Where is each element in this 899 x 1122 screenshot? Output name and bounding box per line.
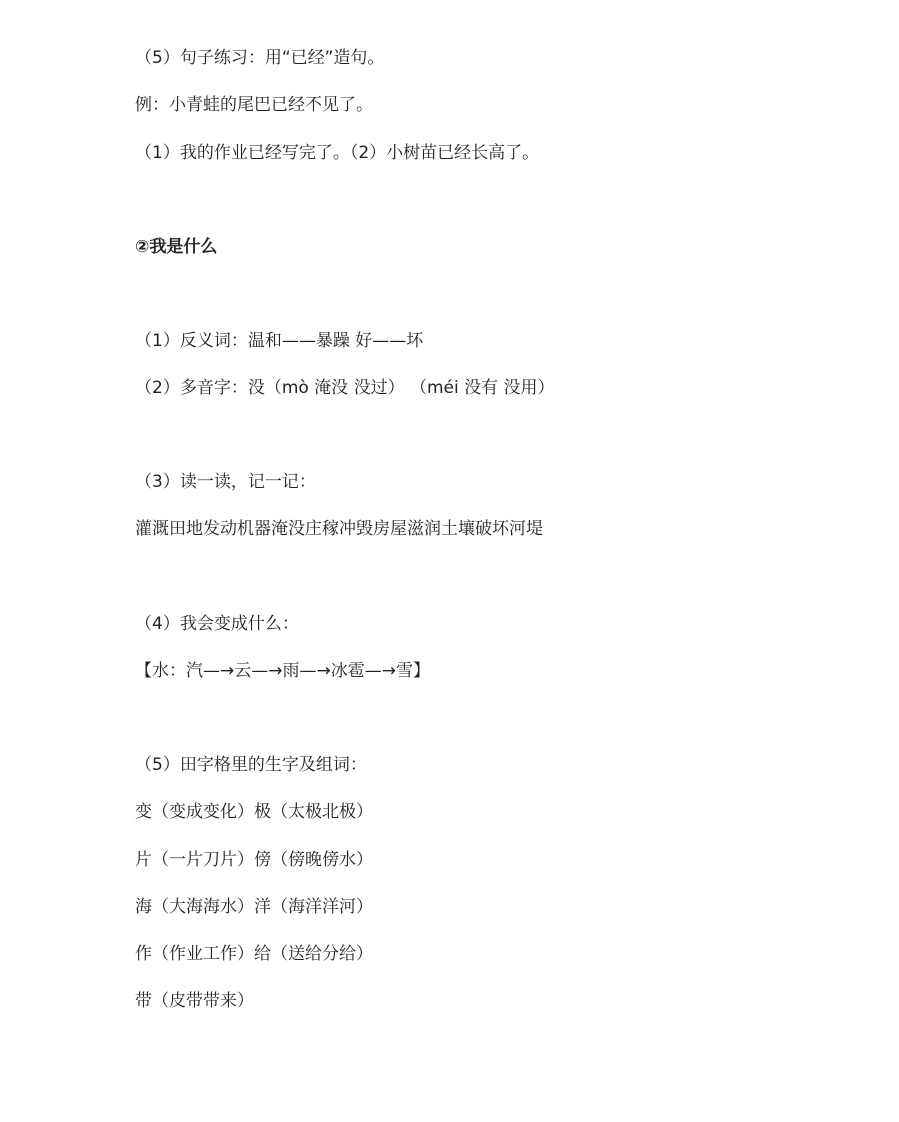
water-cycle-line: 【水：汽—→云—→雨—→冰雹—→雪】 xyxy=(135,661,430,681)
word-group-row: 变（变成变化）极（太极北极） xyxy=(135,802,373,822)
what-become-title: （4）我会变成什么： xyxy=(135,614,299,634)
polyphonic-line: （2）多音字：没（mò 淹没 没过） （méi 没有 没用） xyxy=(135,378,555,398)
new-characters-title: （5）田字格里的生字及组词： xyxy=(135,755,367,775)
word-group-row: 作（作业工作）给（送给分给） xyxy=(135,944,373,964)
example-sentence: 例：小青蛙的尾巴已经不见了。 xyxy=(135,95,373,115)
antonyms-line: （1）反义词：温和——暴躁 好——坏 xyxy=(135,331,424,351)
word-group-row: 海（大海海水）洋（海洋洋河） xyxy=(135,897,373,917)
sentence-practice-title: （5）句子练习：用“已经”造句。 xyxy=(135,48,385,68)
word-group-row: 带（皮带带来） xyxy=(135,991,254,1011)
word-group-row: 片（一片刀片）傍（傍晚傍水） xyxy=(135,850,373,870)
lesson-heading: ②我是什么 xyxy=(135,237,218,257)
practice-answers: （1）我的作业已经写完了。（2）小树苗已经长高了。 xyxy=(135,143,540,163)
read-remember-words: 灌溉田地发动机器淹没庄稼冲毁房屋滋润土壤破坏河堤 xyxy=(135,519,543,539)
read-remember-title: （3）读一读，记一记： xyxy=(135,472,316,492)
